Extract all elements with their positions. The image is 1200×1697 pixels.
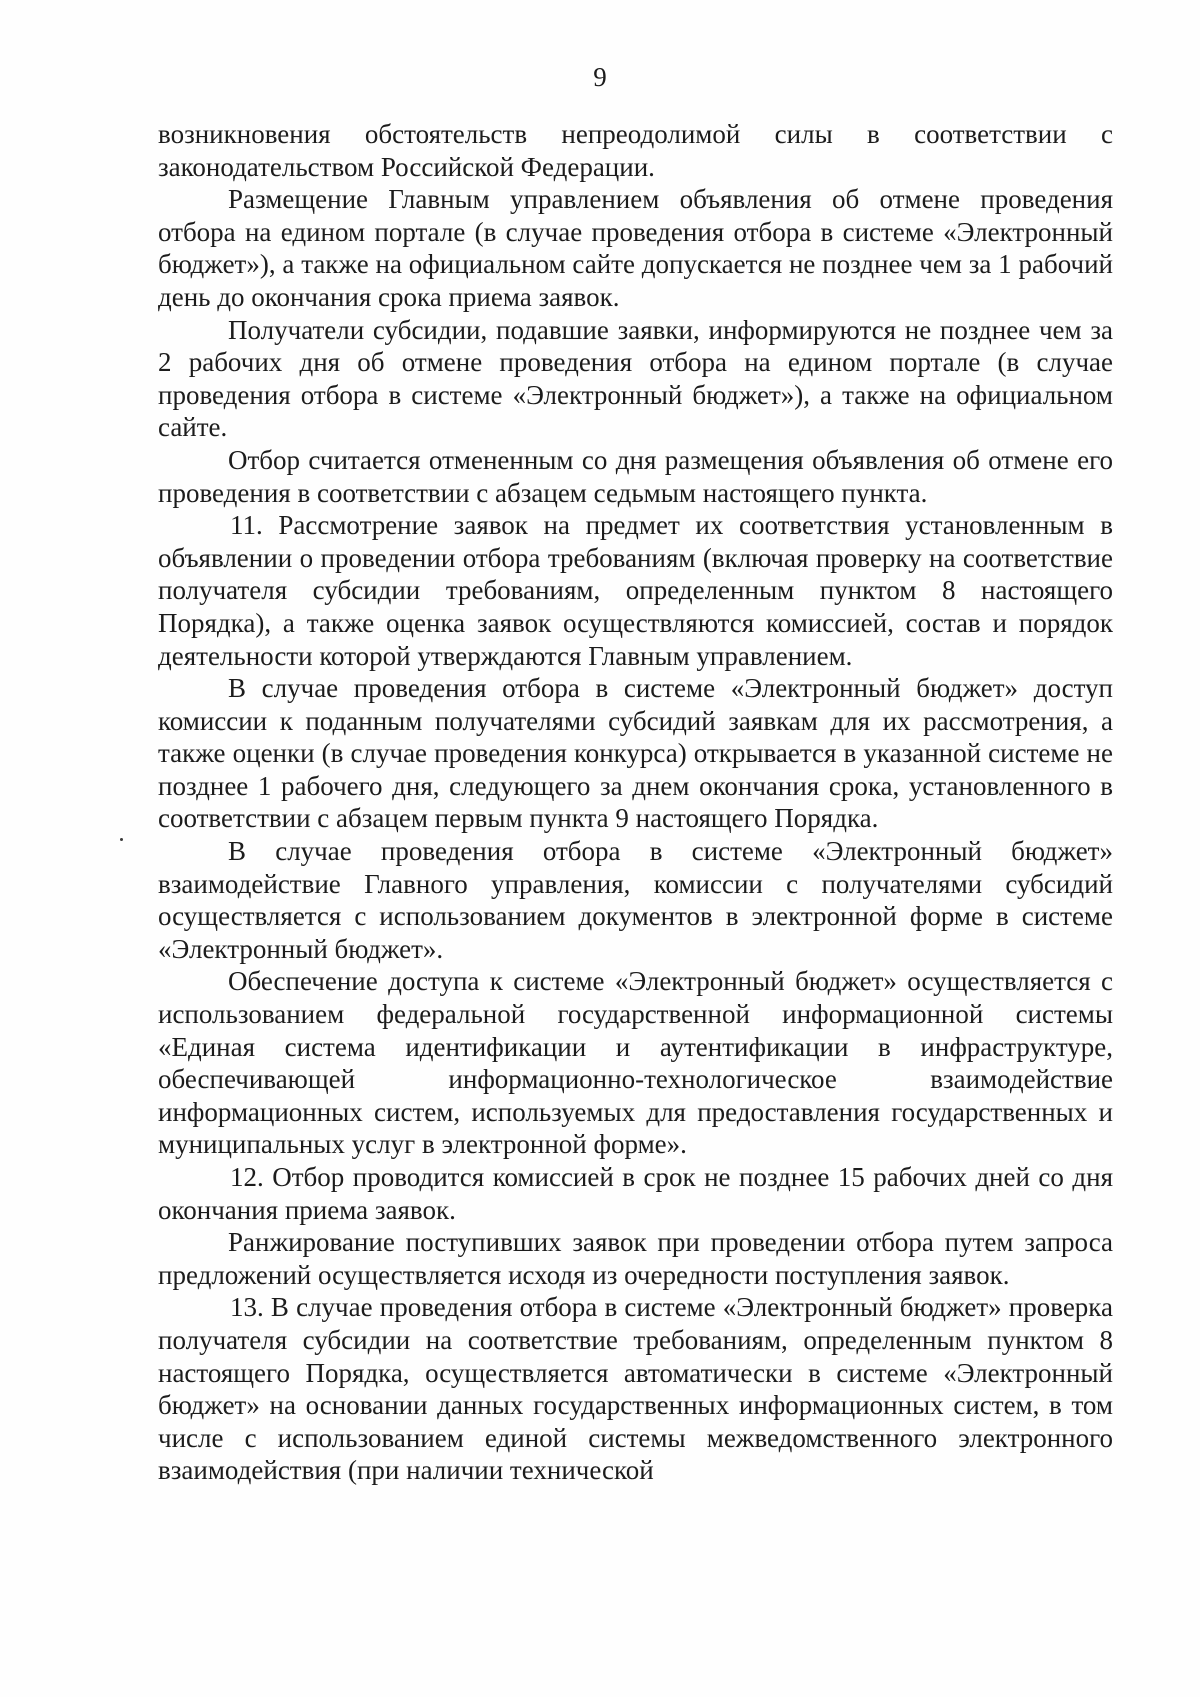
paragraph-continuation: возникновения обстоятельств непреодолимой силы в соответствии с законодательством Российской Федерации. <box>158 119 1113 182</box>
document-body <box>158 118 1113 1487</box>
paragraph-ranking: Ранжирование поступивших заявок при проведении отбора путем запроса предложений осуществляется исходя из очередности поступления заявок. <box>158 1227 1113 1290</box>
paragraph-electronic-interaction: В случае проведения отбора в системе «Электронный бюджет» взаимодействие Главного управления, комиссии с получателями субсидий осуществляется с использованием документов в электронной форме в системе «Электронный бюджет». <box>158 836 1113 964</box>
paragraph-selection-cancelled: Отбор считается отмененным со дня размещения объявления об отмене его проведения в соответствии с абзацем седьмым настоящего пункта. <box>158 444 1113 508</box>
paragraph-commission-access: В случае проведения отбора в системе «Электронный бюджет» доступ комиссии к поданным получателями субсидий заявкам для их рассмотрения, а также оценки (в случае проведения конкурса) открывается в указанной системе не позднее 1 рабочего дня, следующего за днем окончания срока, установленного в соответствии с абзацем первым пункта 9 настоящего Порядка. <box>158 673 1113 834</box>
paragraph-recipients-informed: Получатели субсидии, подавшие заявки, информируются не позднее чем за 2 рабочих дня об отмене проведения отбора на едином портале (в случае проведения отбора в системе «Электронный бюджет»), а также на официальном сайте. <box>158 314 1113 443</box>
paragraph-cancellation-announcement: Размещение Главным управлением объявления об отмене проведения отбора на едином портале (в случае проведения отбора в системе «Электронный бюджет»), а также на официальном сайте допускается не позднее чем за 1 рабочий день до окончания срока приема заявок. <box>158 184 1113 312</box>
scan-speck <box>120 838 123 841</box>
paragraph-clause-13: 13. В случае проведения отбора в системе «Электронный бюджет» проверка получателя субсидии на соответствие требованиям, определенным пунктом 8 настоящего Порядка, осуществляется автоматически в системе «Электронный бюджет» на основании данных государственных информационных систем, в том числе с использованием единой системы межведомственного электронного взаимодействия (при наличии технической <box>158 1292 1113 1486</box>
paragraph-clause-12: 12. Отбор проводится комиссией в срок не позднее 15 рабочих дней со дня окончания приема заявок. <box>158 1162 1113 1225</box>
paragraph-system-access: Обеспечение доступа к системе «Электронный бюджет» осуществляется с использованием федеральной государственной информационной системы «Единая система идентификации и аутентификации в инфраструктуре, обеспечивающей информационно-технологическое взаимодействие информационных систем, используемых для предоставления государственных и муниципальных услуг в электронной форме». <box>158 966 1113 1160</box>
page-number: 9 <box>593 62 607 92</box>
paragraph-clause-11: 11. Рассмотрение заявок на предмет их соответствия установленным в объявлении о проведении отбора требованиям (включая проверку на соответствие получателя субсидии требованиям, определенным пунктом 8 настоящего Порядка), а также оценка заявок осуществляются комиссией, состав и порядок деятельности которой утверждаются Главным управлением. <box>158 510 1113 671</box>
